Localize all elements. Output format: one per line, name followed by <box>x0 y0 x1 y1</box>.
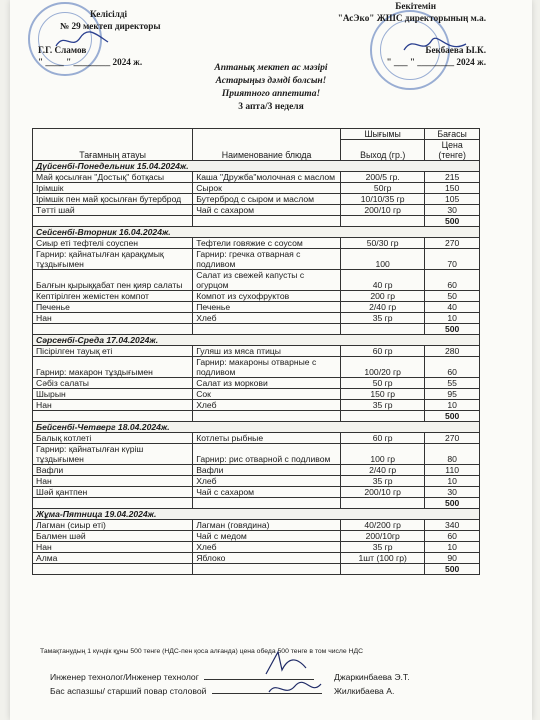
day-header-row <box>33 335 480 346</box>
col-price-header-top: Бағасы <box>425 129 480 140</box>
dish-name-kz: Нан <box>33 476 193 487</box>
col-out-header: Выход (гр.) <box>341 140 425 161</box>
dish-portion: 35 гр <box>341 542 425 553</box>
day-total: 500 <box>425 564 480 575</box>
dish-name-ru: Салат из моркови <box>193 378 341 389</box>
dish-name-ru: Хлеб <box>193 542 341 553</box>
day-total-row <box>33 324 480 335</box>
price-note: Тамақтанудың 1 күндік құны 500 тенге (НДС-пен қоса алғанда) цена обеда 500 тенге в том числе НДС <box>40 648 363 655</box>
menu-row <box>33 520 480 531</box>
empty-cell <box>341 216 425 227</box>
week-label: 3 апта/3 неделя <box>238 102 304 112</box>
dish-portion: 100/20 гр <box>341 357 425 378</box>
dish-price: 150 <box>425 183 480 194</box>
menu-row <box>33 444 480 465</box>
day-header-row <box>33 227 480 238</box>
dish-portion: 200/10гр <box>341 531 425 542</box>
dish-portion: 1шт (100 гр) <box>341 553 425 564</box>
dish-name-kz: Балық котлеті <box>33 433 193 444</box>
menu-table <box>32 128 480 575</box>
menu-row <box>33 357 480 378</box>
day-header-row <box>33 509 480 520</box>
dish-price: 60 <box>425 357 480 378</box>
cook-signature <box>265 678 325 700</box>
empty-cell <box>33 216 193 227</box>
col-ru-header: Наименование блюда <box>193 129 341 161</box>
dish-price: 10 <box>425 476 480 487</box>
menu-row <box>33 465 480 476</box>
day-total: 500 <box>425 324 480 335</box>
dish-portion: 200/10 гр <box>341 487 425 498</box>
dish-name-ru: Чай с сахаром <box>193 487 341 498</box>
dish-name-ru: Лагман (говядина) <box>193 520 341 531</box>
menu-row <box>33 183 480 194</box>
dish-name-kz: Сәбіз салаты <box>33 378 193 389</box>
menu-row <box>33 487 480 498</box>
dish-name-kz: Май қосылған "Достық" ботқасы <box>33 172 193 183</box>
title-kz: Аптанық мектеп ас мәзірі <box>214 63 328 73</box>
dish-name-kz: Кептірілген жемістен компот <box>33 291 193 302</box>
technologist-signature <box>260 648 310 678</box>
menu-row <box>33 389 480 400</box>
col-price-header: Цена (тенге) <box>425 140 480 161</box>
dish-price: 110 <box>425 465 480 476</box>
dish-portion: 200/10 гр <box>341 205 425 216</box>
dish-name-kz: Нан <box>33 542 193 553</box>
menu-sheet <box>10 0 532 720</box>
dish-portion: 35 гр <box>341 313 425 324</box>
col-out-header-top: Шығымы <box>341 129 425 140</box>
dish-price: 10 <box>425 542 480 553</box>
dish-name-ru: Гарнир: макароны отварные с подливом <box>193 357 341 378</box>
menu-row <box>33 542 480 553</box>
dish-portion: 100 гр <box>341 444 425 465</box>
dish-name-kz: Нан <box>33 313 193 324</box>
empty-cell <box>193 411 341 422</box>
menu-row <box>33 194 480 205</box>
dish-price: 55 <box>425 378 480 389</box>
day-total-row <box>33 498 480 509</box>
day-header-row <box>33 161 480 172</box>
menu-row <box>33 313 480 324</box>
dish-portion: 35 гр <box>341 476 425 487</box>
dish-name-ru: Компот из сухофруктов <box>193 291 341 302</box>
cook-name: Жилкибаева А. <box>334 686 395 696</box>
empty-cell <box>193 216 341 227</box>
menu-row <box>33 291 480 302</box>
menu-row <box>33 172 480 183</box>
dish-portion: 100 <box>341 249 425 270</box>
empty-cell <box>33 564 193 575</box>
dish-name-ru: Сырок <box>193 183 341 194</box>
menu-title <box>10 62 532 114</box>
dish-name-kz: Ірімшік пен май қосылған бутерброд <box>33 194 193 205</box>
dish-portion: 50 гр <box>341 378 425 389</box>
menu-row <box>33 205 480 216</box>
dish-price: 280 <box>425 346 480 357</box>
dish-price: 30 <box>425 205 480 216</box>
dish-portion: 60 гр <box>341 346 425 357</box>
cook-role: Бас аспазшы/ старший повар столовой <box>50 686 207 696</box>
day-title: Бейсенбі-Четверг 18.04.2024ж. <box>33 422 480 433</box>
dish-name-kz: Сиыр еті тефтелі соуспен <box>33 238 193 249</box>
dish-name-ru: Яблоко <box>193 553 341 564</box>
dish-price: 90 <box>425 553 480 564</box>
menu-row <box>33 531 480 542</box>
empty-cell <box>341 498 425 509</box>
dish-price: 340 <box>425 520 480 531</box>
dish-name-kz: Шырын <box>33 389 193 400</box>
dish-name-kz: Печенье <box>33 302 193 313</box>
dish-price: 215 <box>425 172 480 183</box>
dish-name-kz: Ірімшік <box>33 183 193 194</box>
dish-price: 270 <box>425 238 480 249</box>
dish-portion: 50/30 гр <box>341 238 425 249</box>
right-signature <box>400 30 470 58</box>
dish-portion: 60 гр <box>341 433 425 444</box>
dish-name-kz: Алма <box>33 553 193 564</box>
empty-cell <box>341 324 425 335</box>
dish-portion: 200/5 гр. <box>341 172 425 183</box>
empty-cell <box>193 498 341 509</box>
day-title: Жұма-Пятница 19.04.2024ж. <box>33 509 480 520</box>
dish-portion: 50гр <box>341 183 425 194</box>
day-total: 500 <box>425 216 480 227</box>
approval-left-name: Г.Г. Сламов <box>38 45 87 55</box>
day-title: Сейсенбі-Вторник 16.04.2024ж. <box>33 227 480 238</box>
approval-right-org: "АсЭко" ЖШС директорының м.а. <box>337 13 486 23</box>
dish-portion: 40 гр <box>341 270 425 291</box>
dish-name-ru: Каша "Дружба"молочная с маслом <box>193 172 341 183</box>
dish-name-ru: Гарнир: рис отварной с подливом <box>193 444 341 465</box>
dish-name-ru: Тефтели говяжие с соусом <box>193 238 341 249</box>
day-total-row <box>33 411 480 422</box>
dish-portion: 35 гр <box>341 400 425 411</box>
menu-row <box>33 433 480 444</box>
empty-cell <box>341 411 425 422</box>
dish-price: 70 <box>425 249 480 270</box>
dish-name-kz: Пісірілген тауық еті <box>33 346 193 357</box>
dish-name-ru: Хлеб <box>193 476 341 487</box>
dish-name-kz: Гарнир: макарон тұздығымен <box>33 357 193 378</box>
dish-name-kz: Балмен шәй <box>33 531 193 542</box>
day-title: Сәрсенбі-Среда 17.04.2024ж. <box>33 335 480 346</box>
dish-name-kz: Гарнир: қайнатылған қарақұмық тұздығымен <box>33 249 193 270</box>
day-header-row <box>33 422 480 433</box>
dish-price: 30 <box>425 487 480 498</box>
left-signature <box>52 30 112 52</box>
technologist-name: Джаркинбаева Э.Т. <box>334 672 410 682</box>
empty-cell <box>33 324 193 335</box>
menu-row <box>33 270 480 291</box>
menu-row <box>33 400 480 411</box>
dish-name-ru: Салат из свежей капусты с огурцом <box>193 270 341 291</box>
dish-name-kz: Тәтті шай <box>33 205 193 216</box>
dish-price: 95 <box>425 389 480 400</box>
dish-portion: 200 гр <box>341 291 425 302</box>
menu-row <box>33 238 480 249</box>
dish-name-ru: Хлеб <box>193 400 341 411</box>
dish-name-ru: Сок <box>193 389 341 400</box>
dish-price: 105 <box>425 194 480 205</box>
dish-name-kz: Шәй қантпен <box>33 487 193 498</box>
dish-name-ru: Вафли <box>193 465 341 476</box>
dish-portion: 10/10/35 гр <box>341 194 425 205</box>
dish-name-kz: Нан <box>33 400 193 411</box>
dish-name-ru: Котлеты рыбные <box>193 433 341 444</box>
dish-portion: 150 гр <box>341 389 425 400</box>
menu-row <box>33 302 480 313</box>
dish-price: 270 <box>425 433 480 444</box>
day-total-row <box>33 216 480 227</box>
empty-cell <box>33 411 193 422</box>
approval-right-title: Бекітемін <box>395 1 436 11</box>
title-wish-kz: Астарыңыз дәмді болсын! <box>215 76 327 86</box>
menu-row <box>33 378 480 389</box>
empty-cell <box>33 498 193 509</box>
dish-name-ru: Гуляш из мяса птицы <box>193 346 341 357</box>
title-wish-ru: Приятного аппетита! <box>221 89 321 99</box>
approval-left-title: Келісілді <box>90 9 128 19</box>
dish-portion: 40/200 гр <box>341 520 425 531</box>
dish-price: 60 <box>425 531 480 542</box>
dish-name-ru: Чай с сахаром <box>193 205 341 216</box>
empty-cell <box>193 564 341 575</box>
dish-name-ru: Хлеб <box>193 313 341 324</box>
dish-price: 10 <box>425 400 480 411</box>
dish-price: 50 <box>425 291 480 302</box>
menu-row <box>33 476 480 487</box>
day-total: 500 <box>425 498 480 509</box>
menu-row <box>33 249 480 270</box>
dish-name-ru: Печенье <box>193 302 341 313</box>
dish-name-kz: Вафли <box>33 465 193 476</box>
approval-left-org: № 29 мектеп директоры <box>60 21 161 31</box>
dish-price: 80 <box>425 444 480 465</box>
dish-portion: 2/40 гр <box>341 302 425 313</box>
approval-right-name: Бекбаева Ы.К. <box>425 45 486 55</box>
col-kz-header: Тағамның атауы <box>33 129 193 161</box>
dish-price: 10 <box>425 313 480 324</box>
dish-price: 40 <box>425 302 480 313</box>
dish-portion: 2/40 гр <box>341 465 425 476</box>
dish-name-kz: Балғын қырыққабат пен қияр салаты <box>33 270 193 291</box>
dish-name-ru: Бутерброд с сыром и маслом <box>193 194 341 205</box>
menu-row <box>33 553 480 564</box>
approval-left-date: " ____ " ________ 2024 ж. <box>38 57 143 67</box>
day-total-row <box>33 564 480 575</box>
empty-cell <box>193 324 341 335</box>
menu-body <box>33 161 480 575</box>
dish-price: 60 <box>425 270 480 291</box>
dish-name-kz: Гарнир: қайнатылған күріш тұздығымен <box>33 444 193 465</box>
menu-row <box>33 346 480 357</box>
day-total: 500 <box>425 411 480 422</box>
dish-name-kz: Лагман (сиыр еті) <box>33 520 193 531</box>
empty-cell <box>341 564 425 575</box>
day-title: Дүйсенбі-Понедельник 15.04.2024ж. <box>33 161 480 172</box>
dish-name-ru: Чай с медом <box>193 531 341 542</box>
technologist-role: Инженер технолог/Инженер технолог <box>50 672 199 682</box>
approval-right-date: " ___ " ________ 2024 ж. <box>386 57 486 67</box>
dish-name-ru: Гарнир: гречка отварная с подливом <box>193 249 341 270</box>
